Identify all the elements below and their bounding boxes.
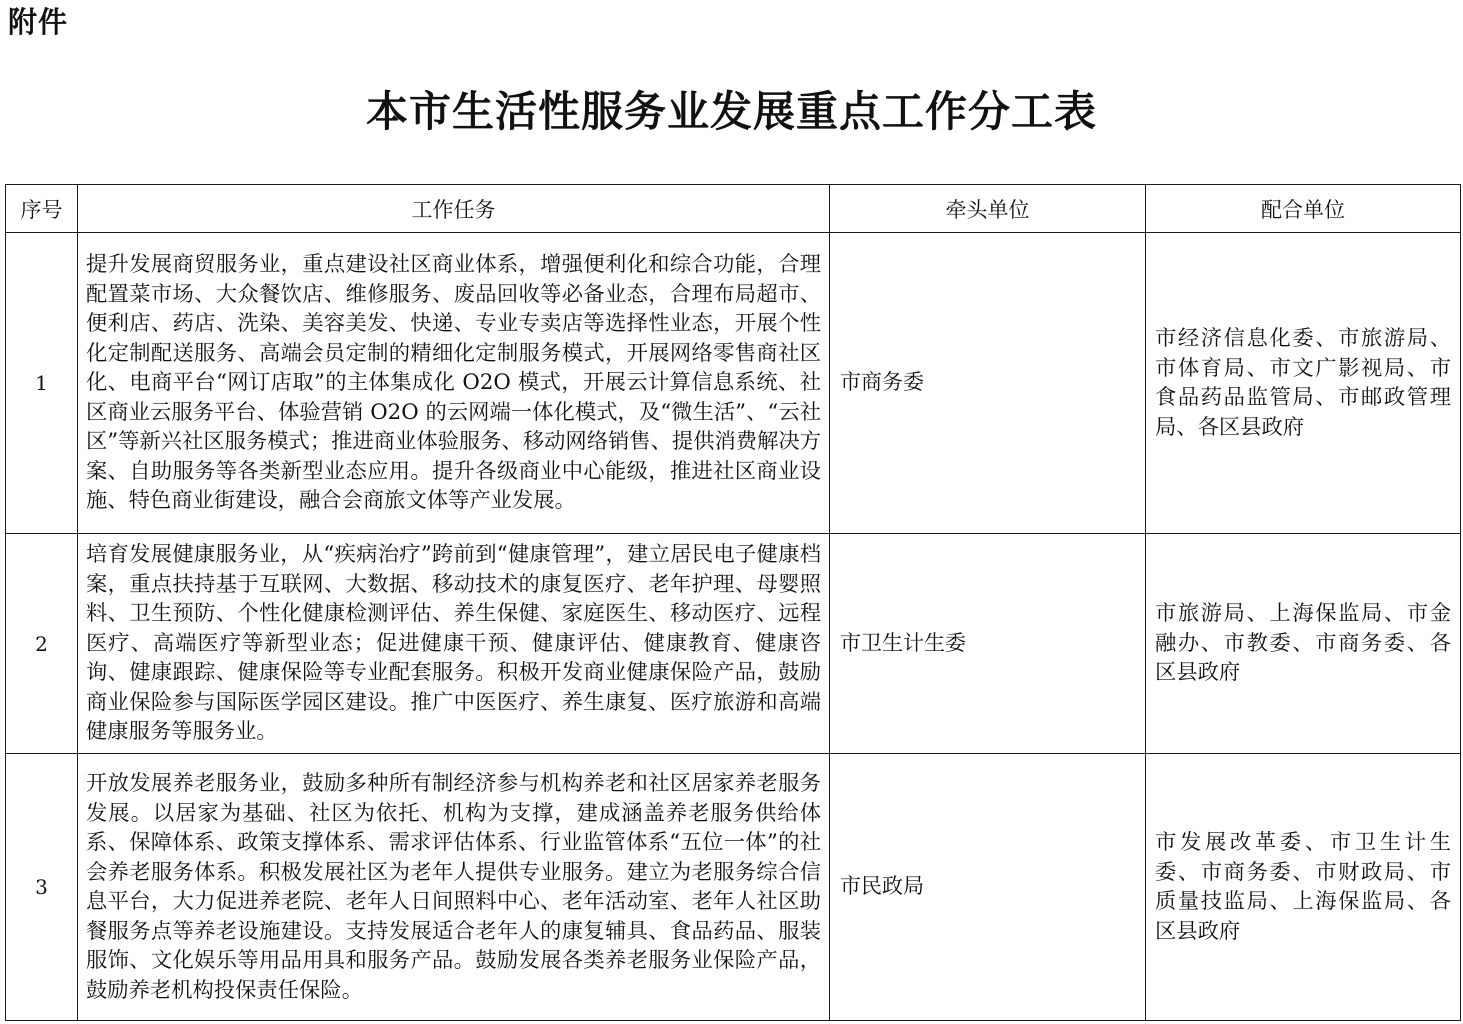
- work-task: 培育发展健康服务业，从“疾病治疗”跨前到“健康管理”，建立居民电子健康档案，重点扶持基于互联网、大数据、移动技术的康复医疗、老年护理、母婴照料、卫生预防、个性化健康检测评估、养生保健、家庭医生、移动医疗、远程医疗、高端医疗等新型业态；促进健康干预、健康评估、健康教育、健康咨询、健康跟踪、健康保险等专业配套服务。积极开发商业健康保险产品，鼓励商业保险参与国际医学园区建设。推广中医医疗、养生康复、医疗旅游和高端健康服务等服务业。: [78, 534, 830, 754]
- cooperating-units: 市经济信息化委、市旅游局、市体育局、市文广影视局、市食品药品监管局、市邮政管理局、各区县政府: [1146, 233, 1461, 534]
- table-row: [6, 534, 1461, 754]
- table-header-row: [6, 185, 1461, 233]
- document-title: 本市生活性服务业发展重点工作分工表: [365, 87, 1097, 136]
- lead-unit: 市商务委: [830, 233, 1146, 534]
- cooperating-units: 市发展改革委、市卫生计生委、市商务委、市财政局、市质量技监局、上海保监局、各区县政府: [1146, 754, 1461, 1021]
- attachment-label: 附件: [8, 5, 69, 39]
- row-number: 2: [6, 534, 78, 754]
- row-number: 1: [6, 233, 78, 534]
- table-row: [6, 233, 1461, 534]
- work-task: 提升发展商贸服务业，重点建设社区商业体系，增强便利化和综合功能，合理配置菜市场、大众餐饮店、维修服务、废品回收等必备业态，合理布局超市、便利店、药店、洗染、美容美发、快递、专业专卖店等选择性业态，开展个性化定制配送服务、高端会员定制的精细化定制服务模式，开展网络零售商社区化、电商平台“网订店取”的主体集成化 O2O 模式，开展云计算信息系统、社区商业云服务平台、体验营销 O2O 的云网端一体化模式，及“微生活”、“云社区”等新兴社区服务模式；推进商业体验服务、移动网络销售、提供消费解决方案、自助服务等各类新型业态应用。提升各级商业中心能级，推进社区商业设施、特色商业街建设，融合会商旅文体等产业发展。: [78, 233, 830, 534]
- column-header-cooperating-units: 配合单位: [1146, 185, 1461, 233]
- cooperating-units: 市旅游局、上海保监局、市金融办、市教委、市商务委、各区县政府: [1146, 534, 1461, 754]
- work-task: 开放发展养老服务业，鼓励多种所有制经济参与机构养老和社区居家养老服务发展。以居家为基础、社区为依托、机构为支撑，建成涵盖养老服务供给体系、保障体系、政策支撑体系、需求评估体系、行业监管体系“五位一体”的社会养老服务体系。积极发展社区为老年人提供专业服务。建立为老服务综合信息平台，大力促进养老院、老年人日间照料中心、老年活动室、老年人社区助餐服务点等养老设施建设。支持发展适合老年人的康复辅具、食品药品、服装服饰、文化娱乐等用品用具和服务产品。鼓励发展各类养老服务业保险产品，鼓励养老机构投保责任保险。: [78, 754, 830, 1021]
- column-header-lead-unit: 牵头单位: [830, 185, 1146, 233]
- lead-unit: 市民政局: [830, 754, 1146, 1021]
- column-header-task: 工作任务: [78, 185, 830, 233]
- work-assignment-table: [5, 184, 1461, 1021]
- table-row: [6, 754, 1461, 1021]
- lead-unit: 市卫生计生委: [830, 534, 1146, 754]
- row-number: 3: [6, 754, 78, 1021]
- column-header-number: 序号: [6, 185, 78, 233]
